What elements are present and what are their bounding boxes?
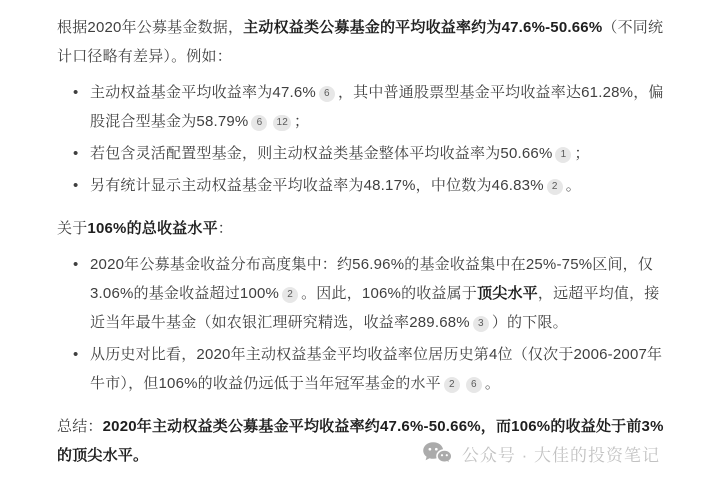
text-segment: ； <box>574 145 590 162</box>
citation-badge[interactable]: 3 <box>473 316 489 332</box>
citation-badge[interactable]: 6 <box>319 86 335 102</box>
text-segment: ，其中普通股票型基金平均收益率达61.28%，偏股混合型基金为58.79% <box>90 84 664 130</box>
citation-badge[interactable]: 2 <box>282 287 298 303</box>
list-item <box>90 250 667 337</box>
bullet-list <box>57 250 667 398</box>
paragraph <box>57 214 667 243</box>
text-segment: 关于 <box>57 220 88 237</box>
text-segment: 2020年公募基金收益分布高度集中：约56.96%的基金收益集中在25%-75%区间，仅3.06%的基金收益超过100% <box>90 256 654 302</box>
text-segment: （不同统计口径略有差异）。例如： <box>57 19 664 65</box>
text-segment: ）的下限。 <box>491 314 568 331</box>
text-segment: 若包含灵活配置型基金，则主动权益类基金整体平均收益率为50.66% <box>90 145 553 162</box>
text-segment: 根据2020年公募基金数据， <box>57 19 244 36</box>
watermark <box>422 441 660 466</box>
text-segment: 主动权益类公募基金的平均收益率约为47.6%-50.66% <box>243 19 603 36</box>
answer-content <box>57 13 667 477</box>
list-item <box>90 139 667 168</box>
text-segment: 总结： <box>57 418 103 435</box>
text-segment: ，远超平均值，接近当年最牛基金（如农银汇理研究精选，收益率289.68% <box>90 285 660 331</box>
text-segment: 。 <box>484 375 501 392</box>
citation-badge[interactable]: 6 <box>251 115 267 131</box>
list-item <box>90 78 667 136</box>
text-segment: 106%的总收益水平 <box>87 220 218 237</box>
text-segment: 。 <box>565 177 581 194</box>
citation-badge[interactable]: 2 <box>444 377 460 393</box>
text-segment: 从历史对比看，2020年主动权益基金平均收益率位居历史第4位（仅次于2006-2007年牛市），但106%的收益仍远低于当年冠军基金的水平 <box>90 346 663 392</box>
text-segment: 。因此，106%的收益属于 <box>301 285 478 302</box>
citation-badge[interactable]: 12 <box>273 115 291 131</box>
text-segment: 另有统计显示主动权益基金平均收益率为48.17%，中位数为46.83% <box>90 177 544 194</box>
citation-badge[interactable]: 2 <box>547 179 563 195</box>
text-segment: 2020年主动权益类公募基金平均收益率约47.6%-50.66%，而106%的收益处于前3%的顶尖水平。 <box>57 418 664 464</box>
citation-badge[interactable]: 1 <box>555 147 571 163</box>
watermark-text: 公众号 · 大佳的投资笔记 <box>461 446 660 465</box>
citation-badge[interactable]: 6 <box>466 377 482 393</box>
paragraph <box>57 13 667 71</box>
bullet-list <box>57 78 667 200</box>
text-segment: 顶尖水平 <box>477 285 538 302</box>
wechat-official-account-icon <box>422 441 453 466</box>
list-item <box>90 171 667 200</box>
text-segment: 主动权益基金平均收益率为47.6% <box>90 84 316 101</box>
text-segment: ： <box>217 220 233 237</box>
text-segment: ； <box>294 113 310 130</box>
list-item <box>90 340 667 398</box>
